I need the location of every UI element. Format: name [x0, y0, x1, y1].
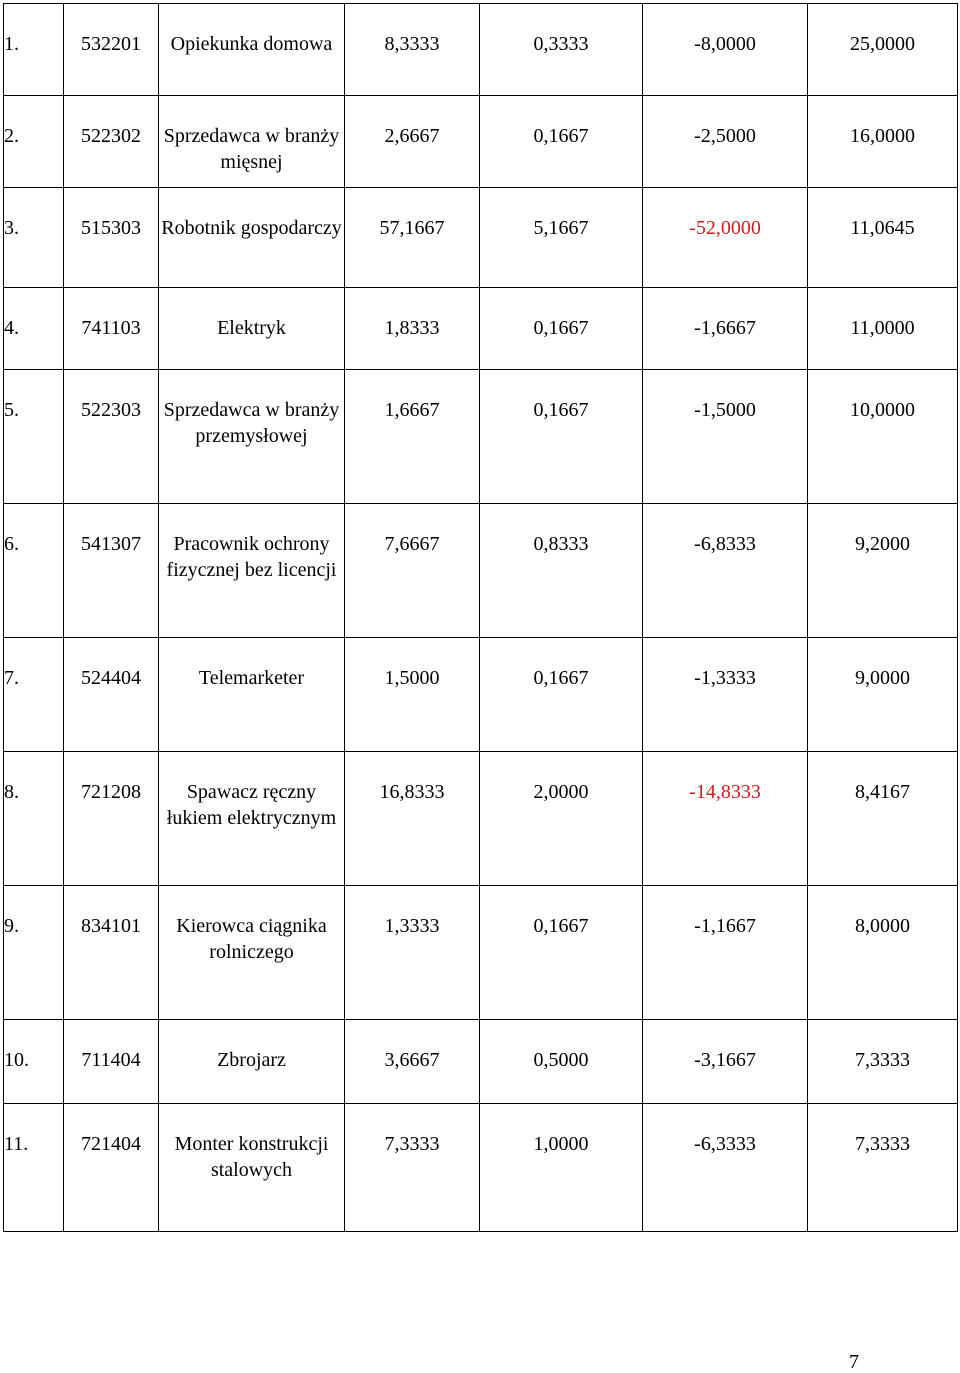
- table-row: [4, 288, 958, 370]
- value-col-3: -6,3333: [643, 1104, 808, 1232]
- occupation-name: Zbrojarz: [159, 1020, 345, 1104]
- value-col-3: -6,8333: [643, 504, 808, 638]
- value-col-3: -1,3333: [643, 638, 808, 752]
- value-col-2: 0,8333: [480, 504, 643, 638]
- occupation-name: Elektryk: [159, 288, 345, 370]
- value-col-1: 57,1667: [345, 188, 480, 288]
- value-col-1: 1,5000: [345, 638, 480, 752]
- table-row: [4, 188, 958, 288]
- value-col-4: 16,0000: [808, 96, 958, 188]
- table-row: [4, 96, 958, 188]
- row-number: 9.: [4, 886, 64, 1020]
- occupation-name: Kierowca ciągnika rolniczego: [159, 886, 345, 1020]
- occupation-name: Pracownik ochrony fizycznej bez licencji: [159, 504, 345, 638]
- occupation-name: Robotnik gospodarczy: [159, 188, 345, 288]
- row-number: 6.: [4, 504, 64, 638]
- value-col-4: 11,0645: [808, 188, 958, 288]
- value-col-2: 0,1667: [480, 370, 643, 504]
- occupation-code: 834101: [64, 886, 159, 1020]
- row-number: 2.: [4, 96, 64, 188]
- value-col-4: 8,0000: [808, 886, 958, 1020]
- value-col-3: -1,1667: [643, 886, 808, 1020]
- value-col-1: 1,6667: [345, 370, 480, 504]
- row-number: 8.: [4, 752, 64, 886]
- row-number: 5.: [4, 370, 64, 504]
- value-col-3: -14,8333: [643, 752, 808, 886]
- occupation-code: 522303: [64, 370, 159, 504]
- value-col-1: 7,6667: [345, 504, 480, 638]
- row-number: 4.: [4, 288, 64, 370]
- value-col-2: 2,0000: [480, 752, 643, 886]
- row-number: 7.: [4, 638, 64, 752]
- row-number: 11.: [4, 1104, 64, 1232]
- value-col-4: 9,0000: [808, 638, 958, 752]
- value-col-3: -1,5000: [643, 370, 808, 504]
- table-row: [4, 638, 958, 752]
- row-number: 10.: [4, 1020, 64, 1104]
- occupation-code: 524404: [64, 638, 159, 752]
- occupations-table: [3, 3, 958, 1232]
- occupation-name: Telemarketer: [159, 638, 345, 752]
- table-body: [4, 4, 958, 1232]
- occupation-code: 532201: [64, 4, 159, 96]
- occupation-code: 741103: [64, 288, 159, 370]
- occupation-code: 515303: [64, 188, 159, 288]
- value-col-3: -3,1667: [643, 1020, 808, 1104]
- row-number: 1.: [4, 4, 64, 96]
- value-col-2: 0,1667: [480, 886, 643, 1020]
- value-col-3: -52,0000: [643, 188, 808, 288]
- row-number: 3.: [4, 188, 64, 288]
- occupation-name: Spawacz ręczny łukiem elektrycznym: [159, 752, 345, 886]
- value-col-2: 0,1667: [480, 96, 643, 188]
- value-col-1: 8,3333: [345, 4, 480, 96]
- value-col-4: 8,4167: [808, 752, 958, 886]
- value-col-1: 1,3333: [345, 886, 480, 1020]
- table-row: [4, 4, 958, 96]
- value-col-1: 2,6667: [345, 96, 480, 188]
- value-col-2: 5,1667: [480, 188, 643, 288]
- table-row: [4, 370, 958, 504]
- occupation-code: 721208: [64, 752, 159, 886]
- table-row: [4, 1020, 958, 1104]
- value-col-3: -2,5000: [643, 96, 808, 188]
- value-col-2: 0,5000: [480, 1020, 643, 1104]
- occupation-name: Sprzedawca w branży mięsnej: [159, 96, 345, 188]
- value-col-4: 9,2000: [808, 504, 958, 638]
- occupation-code: 541307: [64, 504, 159, 638]
- table-row: [4, 504, 958, 638]
- value-col-4: 11,0000: [808, 288, 958, 370]
- occupation-name: Sprzedawca w branży przemysłowej: [159, 370, 345, 504]
- value-col-4: 7,3333: [808, 1104, 958, 1232]
- value-col-3: -8,0000: [643, 4, 808, 96]
- value-col-4: 25,0000: [808, 4, 958, 96]
- table-row: [4, 752, 958, 886]
- occupation-code: 721404: [64, 1104, 159, 1232]
- value-col-3: -1,6667: [643, 288, 808, 370]
- value-col-2: 0,1667: [480, 638, 643, 752]
- occupation-code: 522302: [64, 96, 159, 188]
- value-col-2: 0,3333: [480, 4, 643, 96]
- value-col-4: 10,0000: [808, 370, 958, 504]
- occupation-name: Monter konstrukcji stalowych: [159, 1104, 345, 1232]
- value-col-1: 16,8333: [345, 752, 480, 886]
- table-row: [4, 1104, 958, 1232]
- page-number: 7: [849, 1351, 859, 1373]
- occupation-code: 711404: [64, 1020, 159, 1104]
- value-col-1: 1,8333: [345, 288, 480, 370]
- value-col-1: 7,3333: [345, 1104, 480, 1232]
- value-col-1: 3,6667: [345, 1020, 480, 1104]
- occupation-name: Opiekunka domowa: [159, 4, 345, 96]
- value-col-4: 7,3333: [808, 1020, 958, 1104]
- value-col-2: 0,1667: [480, 288, 643, 370]
- value-col-2: 1,0000: [480, 1104, 643, 1232]
- table-row: [4, 886, 958, 1020]
